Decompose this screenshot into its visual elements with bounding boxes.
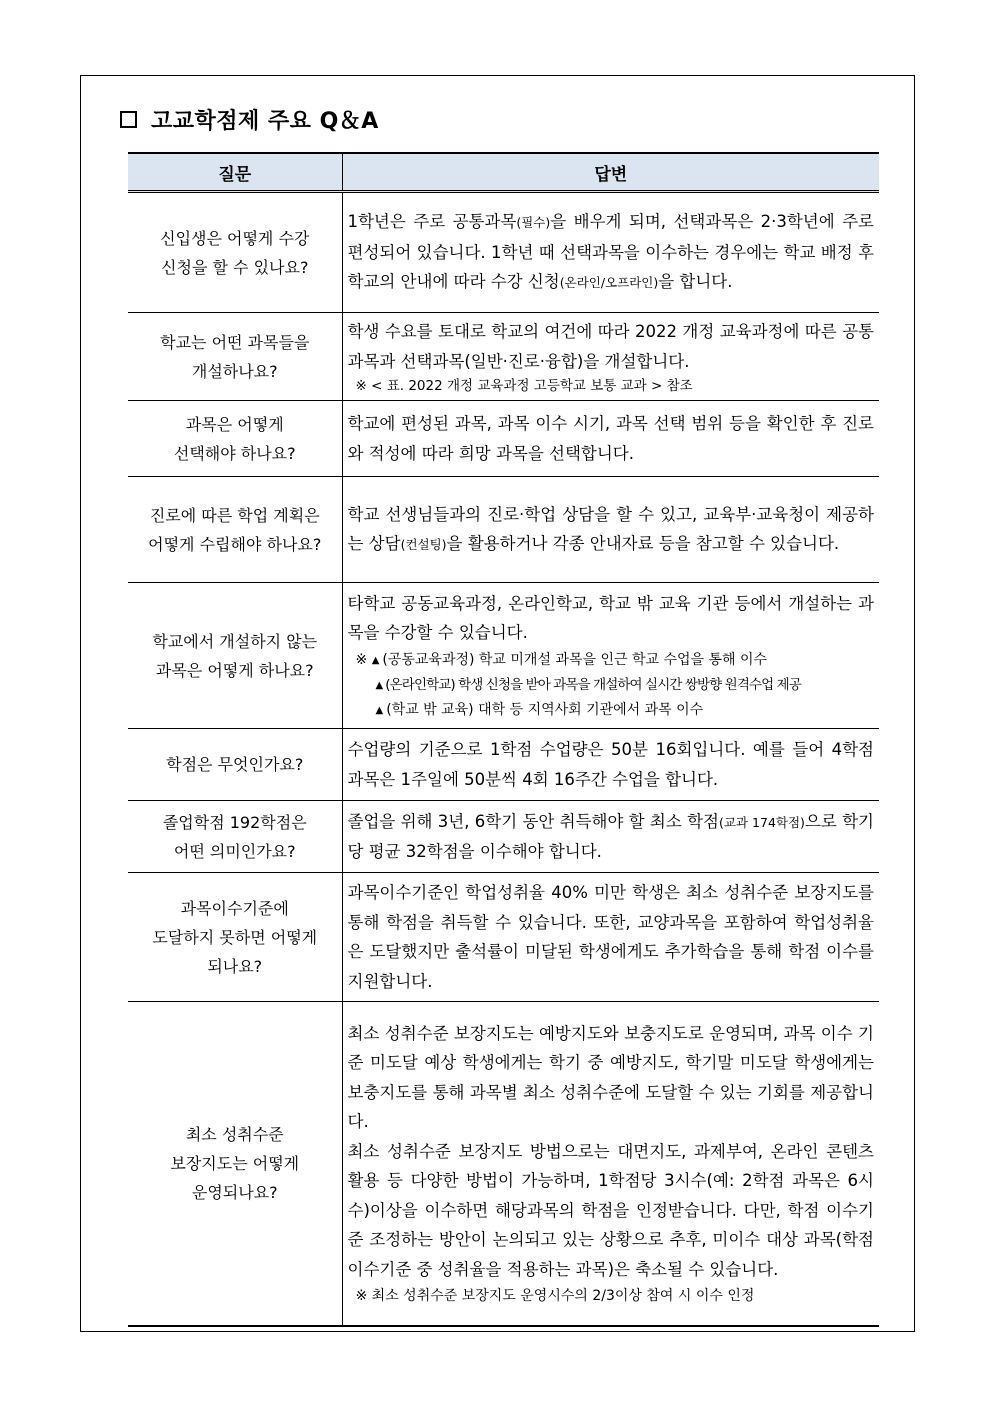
- question-cell: [128, 801, 342, 873]
- table-row: [128, 401, 879, 477]
- answer-segment: 학교 선생님들과의 진로·학업 상담을 할 수 있고, 교육부·교육청이 제공하는 상담: [347, 504, 874, 553]
- question-line: 졸업학점 192학점은: [162, 812, 307, 832]
- question-line: 신입생은 어떻게 수강: [160, 228, 310, 248]
- answer-text: 타학교 공동교육과정, 온라인학교, 학교 밖 교육 기관 등에서 개설하는 과목을 수강할 수 있습니다.: [347, 593, 874, 642]
- question-line: 신청을 할 수 있나요?: [161, 257, 309, 277]
- table-row: [128, 583, 879, 729]
- answer-segment: 졸업을 위해 3년, 6학기 동안 취득해야 할 최소 학점: [347, 811, 719, 831]
- question-line: 진로에 따른 학업 계획은: [149, 505, 320, 525]
- answer-cell: [342, 313, 879, 401]
- question-line: 운영되나요?: [191, 1182, 278, 1202]
- question-line: 도달하지 못하면 어떻게: [152, 927, 318, 947]
- bullet-text: (학교 밖 교육) 대학 등 지역사회 기관에서 과목 이수: [386, 701, 704, 718]
- question-line: 어떤 의미인가요?: [173, 841, 296, 861]
- answer-cell: [342, 1002, 879, 1326]
- question-cell: [128, 313, 342, 401]
- checkbox-square-icon: [120, 111, 137, 128]
- table-row: [128, 801, 879, 873]
- answer-cell: [342, 873, 879, 1002]
- answer-segment: 을 배우게 되며, 선택과목은 2·3학년에 주로 편성되어 있습니다. 1학년 때 선택과목을 이수하는 경우에는 학교 배정 후 학교의 안내에 따라 수강 신청: [347, 212, 874, 292]
- triangle-bullet-icon: ▲: [375, 679, 383, 691]
- answer-note: ※ < 표. 2022 개정 교육과정 고등학교 보통 교과 > 참조: [355, 378, 693, 394]
- qa-table: [128, 152, 879, 1327]
- answer-text: 과목이수기준인 학업성취율 40% 미만 학생은 최소 성취수준 보장지도를 통해 학점을 취득할 수 있습니다. 또한, 교양과목을 포함하여 학업성취율은 도달했지만 출석률이 미달된 학생에게도 추가학습을 통해 학점 이수를 지원합니다.: [347, 883, 874, 991]
- bullet-item: [348, 698, 875, 723]
- question-line: 학점은 무엇인가요?: [166, 755, 304, 774]
- page-title-text: 고교학점제 주요 Q＆A: [151, 109, 379, 134]
- answer-cell: [342, 477, 879, 583]
- question-line: 과목은 어떻게: [185, 414, 284, 434]
- answer-text: [348, 807, 875, 867]
- table-row: [128, 192, 879, 313]
- question-cell: [128, 401, 342, 477]
- answer-cell: [342, 192, 879, 313]
- question-cell: [128, 1002, 342, 1326]
- answer-small-segment: (온라인/오프라인): [559, 275, 659, 291]
- header-answer: 답변: [342, 153, 879, 192]
- question-line: 과목은 어떻게 하나요?: [155, 660, 314, 680]
- answer-small-segment: (교과 174학점): [718, 814, 805, 830]
- question-line: 과목이수기준에: [180, 898, 289, 918]
- triangle-bullet-icon: ▲: [375, 704, 384, 716]
- answer-segment: 을 활용하거나 각종 안내자료 등을 참고할 수 있습니다.: [446, 534, 840, 553]
- answer-segment: 을 합니다.: [658, 272, 733, 292]
- triangle-bullet-icon: ▲: [371, 654, 380, 666]
- header-question: 질문: [128, 153, 342, 192]
- question-cell: [128, 873, 342, 1002]
- answer-text: [348, 500, 875, 560]
- answer-text: 학생 수요를 토대로 학교의 여건에 따라 2022 개정 교육과정에 따른 공통과목과 선택과목(일반·진로·융합)을 개설합니다.: [347, 322, 874, 371]
- table-row: [128, 729, 879, 801]
- answer-small-segment: (컨설팅): [400, 537, 447, 552]
- question-line: 되나요?: [207, 956, 263, 976]
- answer-note: ※ 최소 성취수준 보장지도 운영시수의 2/3이상 참여 시 이수 인정: [355, 1288, 755, 1304]
- question-line: 보장지도는 어떻게: [170, 1153, 300, 1173]
- note-mark: ※: [355, 651, 368, 668]
- bullet-item: [348, 673, 875, 698]
- question-cell: [128, 583, 342, 729]
- table-row: [128, 313, 879, 401]
- question-cell: [128, 192, 342, 313]
- answer-text: [348, 207, 875, 298]
- answer-cell: [342, 729, 879, 801]
- table-header-row: [128, 153, 879, 192]
- question-line: 어떻게 수립해야 하나요?: [148, 534, 322, 554]
- answer-cell: [342, 583, 879, 729]
- page-title: [120, 104, 379, 135]
- answer-text: 학교에 편성된 과목, 과목 이수 시기, 과목 선택 범위 등을 확인한 후 진로와 적성에 따라 희망 과목을 선택합니다.: [347, 414, 874, 463]
- question-cell: [128, 729, 342, 801]
- question-line: 최소 성취수준: [185, 1124, 284, 1144]
- answer-paragraph: 최소 성취수준 보장지도 방법으로는 대면지도, 과제부여, 온라인 콘텐츠 활용 등 다양한 방법이 가능하며, 1학점당 3시수(예: 2학점 과목은 6시수)이상을 이수하면 해당과목의 학점을 인정받습니다. 다만, 학점 이수기준 조정하는 방안이 논의되고 있는 상황으로 추후, 미이수 대상 과목(학점이수기준 중 성취율을 적용하는 과목)은 축소될 수 있습니다.: [347, 1141, 874, 1279]
- answer-paragraph: 최소 성취수준 보장지도는 예방지도와 보충지도로 운영되며, 과목 이수 기준 미도달 예상 학생에게는 학기 중 예방지도, 학기말 미도달 학생에게는 보충지도를 통해 과목별 최소 성취수준에 도달할 수 있는 기회를 제공합니다.: [347, 1023, 874, 1131]
- table-row: [128, 873, 879, 1002]
- question-line: 학교에서 개설하지 않는: [152, 631, 318, 651]
- bullet-text: (공동교육과정) 학교 미개설 과목을 인근 학교 수업을 통해 이수: [382, 651, 768, 668]
- bullet-text: (온라인학교) 학생 신청을 받아 과목을 개설하여 실시간 쌍방향 원격수업 제공: [385, 676, 801, 693]
- question-cell: [128, 477, 342, 583]
- answer-cell: [342, 401, 879, 477]
- answer-segment: 으로 학기당 평균 32학점을 이수해야 합니다.: [347, 811, 874, 861]
- table-row: [128, 1002, 879, 1326]
- answer-segment: 1학년은 주로 공통과목: [347, 212, 517, 232]
- bullet-item: [348, 648, 875, 673]
- answer-cell: [342, 801, 879, 873]
- question-line: 학교는 어떤 과목들을: [160, 332, 310, 352]
- question-line: 개설하나요?: [191, 361, 278, 381]
- answer-small-segment: (필수): [516, 215, 551, 231]
- table-row: [128, 477, 879, 583]
- question-line: 선택해야 하나요?: [173, 443, 296, 463]
- answer-text: 수업량의 기준으로 1학점 수업량은 50분 16회입니다. 예를 들어 4학점 과목은 1주일에 50분씩 4회 16주간 수업을 합니다.: [347, 740, 874, 789]
